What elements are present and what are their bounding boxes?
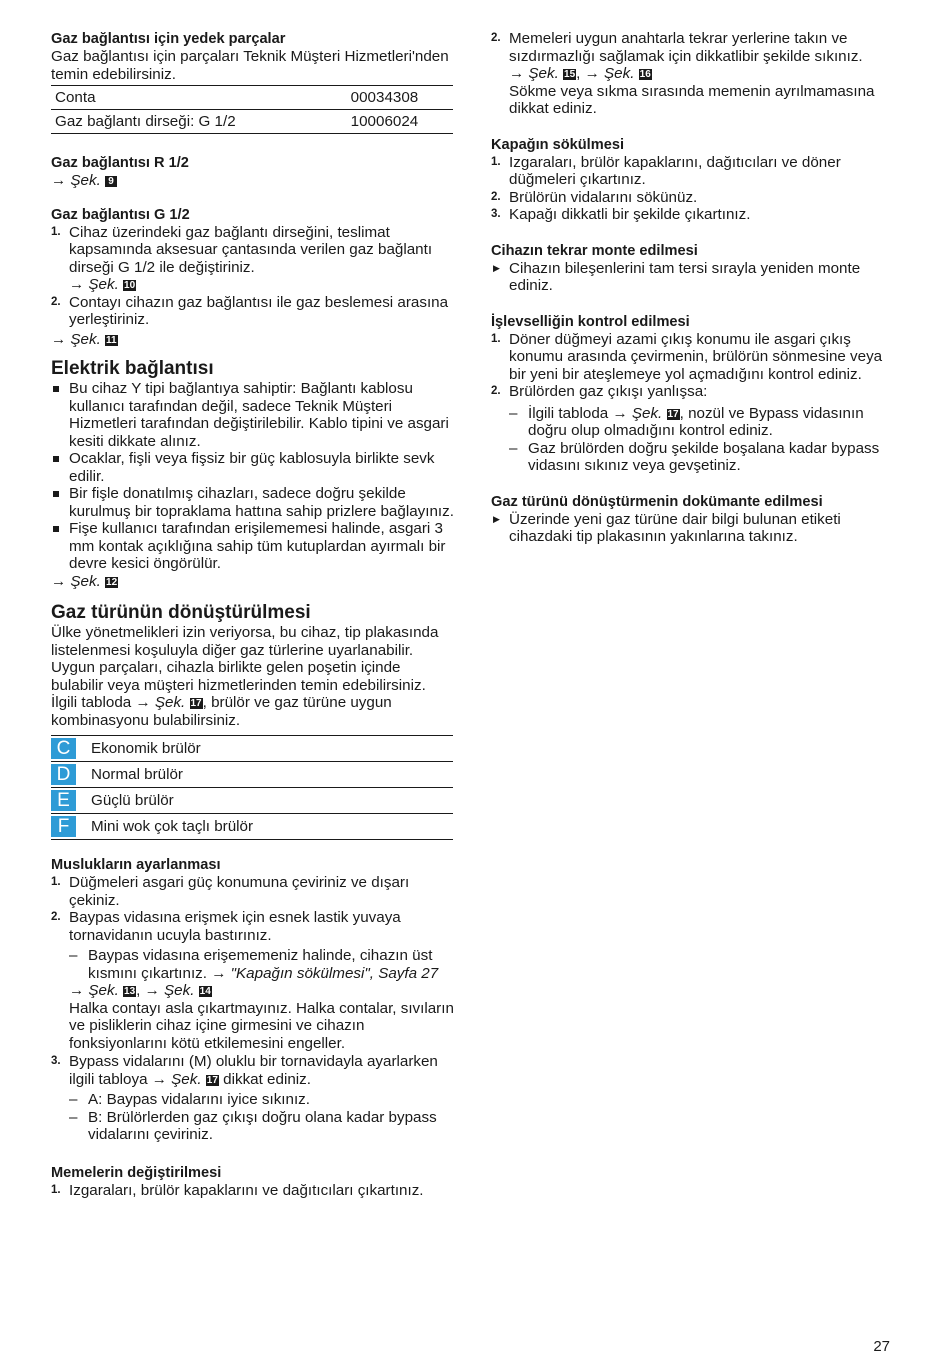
arrow-right-icon: → [51,330,67,348]
arrow-right-icon: → [69,982,85,999]
bullet-square-icon [53,386,59,392]
triangle-bullet-icon: ▶ [493,513,500,524]
cover-steps [491,154,901,224]
list-item: 2. Brülörden gaz çıkışı yanlışsa: [491,383,708,400]
part-code: 00034308 [281,86,453,110]
figure-badge: 17 [667,408,679,420]
list-item: 1. Izgaraları, brülör kapaklarını, dağıtıcıları ve döner düğmeleri çıkartınız. [491,153,841,188]
list-item: 1. Izgaraları, brülör kapaklarını ve dağıtıcıları çıkartınız. [51,1181,424,1199]
table-row [51,110,453,134]
arrow-right-icon: → [612,404,628,422]
conversion-text-1: Ülke yönetmelikleri izin veriyorsa, bu cihaz, tip plakasında listelenmesi koşuluyla diğer gaz türlerine uyarlanabilir. [51,624,439,659]
table-row [51,762,453,788]
list-item: 1. Cihaz üzerindeki gaz bağlantı dirseğini, teslimat kapsamında aksesuar çantasında verilen gaz bağlantı dirseği G 1/2 ile değiştiriniz. → Şek. 10 [51,223,433,293]
list-item: – Baypas vidasına erişememeniz halinde, cihazın üst kısmını çıkartınız. → "Kapağın sökülmesi", Sayfa 27 [69,947,439,982]
list-item: 3. Kapağı dikkatli bir şekilde çıkartınız. [491,206,751,223]
spare-parts-heading: Gaz bağlantısı için yedek parçalar [51,31,286,47]
bullet-square-icon [53,456,59,462]
figure-badge: 10 [124,280,136,291]
list-item: 2. Baypas vidasına erişmek için esnek lastik yuvaya tornavidanın ucuyla bastırınız. [51,909,401,944]
nozzle-heading: Memelerin değiştirilmesi [51,1164,222,1181]
arrow-right-icon: → [211,964,227,982]
part-name: Conta [51,86,281,110]
figure-badge: 16 [639,69,651,80]
burner-letter-badge: E [51,790,76,811]
g12-figure-ref: → Şek. 11 [51,330,117,348]
spare-parts-text: Gaz bağlantısı için parçaları Teknik Müşteri Hizmetleri'nden temin edebilirsiniz. [51,48,449,83]
r12-figure-ref: → Şek. 9 [51,172,455,190]
table-row [51,814,453,840]
figure-badge: 15 [564,69,576,80]
table-row [51,788,453,814]
list-item: 1. Düğmeleri asgari güç konumuna çeviriniz ve dışarı çekiniz. [51,874,410,909]
burner-letter-badge: D [51,764,76,785]
document-heading: Gaz türünü dönüştürmenin dokümante edilmesi [491,493,823,510]
valve-note: Halka contayı asla çıkartmayınız. Halka contalar, sıvıların ve pisliklerin cihaz içine girmesini ve cihazın fonksiyonlarını kötü etkilemesini engeller. [69,999,454,1052]
burner-letter-badge: F [51,816,76,837]
page-link[interactable]: "Kapağın sökülmesi", Sayfa 27 [230,964,439,982]
arrow-right-icon: → [151,1070,167,1088]
valve-figure-ref: → Şek. 13, → Şek. 14 [69,982,211,999]
arrow-right-icon: → [51,172,67,189]
parts-table [51,85,453,134]
figure-badge: 12 [106,576,118,588]
list-item: 1. Döner düğmeyi azami çıkış konumu ile asgari çıkış konumu arasında çevirmenin, brülörün sönmesine veya bir yeni bir ateşlemeye yol açmadığını kontrol ediniz. [491,330,883,383]
page-number: 27 [873,1338,890,1355]
arrow-right-icon: → [584,65,600,82]
valve-heading: Muslukların ayarlanması [51,857,221,873]
right-column [491,30,901,546]
triangle-bullet-icon: ▶ [493,262,500,273]
list-item: – A: Baypas vidalarını iyice sıkınız. [69,1091,310,1108]
list-item: 2. Contayı cihazın gaz bağlantısı ile gaz beslemesi arasına yerleştiriniz. [51,293,449,328]
list-item: Fişe kullanıcı tarafından erişilememesi halinde, asgari 3 mm kontak açıklığına sahip tüm kutuplardan ayırmalı bir devre kesici öngörülür. [51,520,455,573]
figure-badge: 11 [106,334,117,346]
conversion-heading: Gaz türünün dönüştürülmesi [51,602,311,623]
list-item: – Gaz brülörden doğru şekilde boşalana kadar bypass vidasını sıkınız veya gevşetiniz. [509,439,880,474]
list-item: 2. Memeleri uygun anahtarla tekrar yerlerine takın ve sızdırmazlığı sağlamak için dikkatlibir şekilde sıkınız. → Şek. 15, → Şek. 16 Sökme veya sıkma sırasında memenin ayrılmamasına dikkat ediniz. [491,30,875,117]
figure-badge: 17 [206,1074,218,1086]
electric-heading: Elektrik bağlantısı [51,358,214,379]
arrow-right-icon: → [135,694,151,711]
arrow-right-icon: → [51,572,67,590]
burner-table [51,735,453,840]
list-item: – İlgili tabloda → Şek. 17, nozül ve Bypass vidasının doğru olup olmadığını kontrol ediniz. [509,404,864,439]
bullet-square-icon [53,526,59,532]
electric-bullets [51,380,455,573]
list-item: Ocaklar, fişli veya fişsiz bir güç kablosuyla birlikte sevk edilir. [51,450,455,485]
burner-name: Güçlü brülör [91,788,453,814]
list-item: Bir fişle donatılmış cihazları, sadece doğru şekilde kurulmuş bir topraklama hattına sahip prizlere bağlayınız. [51,485,455,520]
burner-name: Mini wok çok taçlı brülör [91,814,453,840]
figure-badge: 9 [105,176,117,187]
list-item: ▶ Üzerinde yeni gaz türüne dair bilgi bulunan etiketi cihazdaki tip plakasının yakınlarına takınız. [493,510,841,545]
arrow-right-icon: → [69,276,85,293]
figure-badge: 13 [124,986,136,997]
list-item: – B: Brülörlerden gaz çıkışı doğru olana kadar bypass vidalarını çeviriniz. [69,1108,437,1143]
list-item: ▶ Cihazın bileşenlerini tam tersi sırayla yeniden monte ediniz. [493,259,861,294]
function-steps [491,331,901,401]
part-code: 10006024 [281,110,453,134]
remount-heading: Cihazın tekrar monte edilmesi [491,242,698,259]
g12-heading: Gaz bağlantısı G 1/2 [51,206,190,223]
burner-name: Ekonomik brülör [91,736,453,762]
function-heading: İşlevselliğin kontrol edilmesi [491,313,690,330]
arrow-right-icon: → [144,982,160,999]
arrow-right-icon: → [509,65,525,82]
electric-figure-ref: → Şek. 12 [51,572,118,590]
list-item: 2. Brülörün vidalarını sökünüz. [491,188,698,206]
conversion-text-2: Uygun parçaları, cihazla birlikte gelen poşetin içinde bulabilir veya müşteri hizmetlerinden temin edebilirsiniz. İlgili tabloda → Şek. 17, brülör ve gaz türüne uygun kombinasyonu bulabilirsiniz. [51,659,426,729]
burner-name: Normal brülör [91,762,453,788]
cover-heading: Kapağın sökülmesi [491,136,625,153]
r12-heading: Gaz bağlantısı R 1/2 [51,155,189,171]
g12-steps [51,224,455,329]
list-item: Bu cihaz Y tipi bağlantıya sahiptir: Bağlantı kablosu kullanıcı tarafından değil, sadece Teknik Müşteri Hizmetleri tarafından değiştirilebilir. Kablo tipini ve asgari kesiti dikkate alınız. [51,380,455,450]
figure-badge: 17 [190,698,202,709]
list-item: 3. Bypass vidalarını (M) oluklu bir tornavidayla ayarlarken ilgili tabloya → Şek. 17 dikkat ediniz. [51,1053,438,1088]
bullet-square-icon [53,491,59,497]
valve-steps [51,874,455,944]
part-name: Gaz bağlantı dirseği: G 1/2 [51,110,281,134]
table-row [51,86,453,110]
table-row [51,736,453,762]
figure-badge: 14 [199,986,211,997]
left-column [51,30,455,1199]
burner-letter-badge: C [51,738,76,759]
